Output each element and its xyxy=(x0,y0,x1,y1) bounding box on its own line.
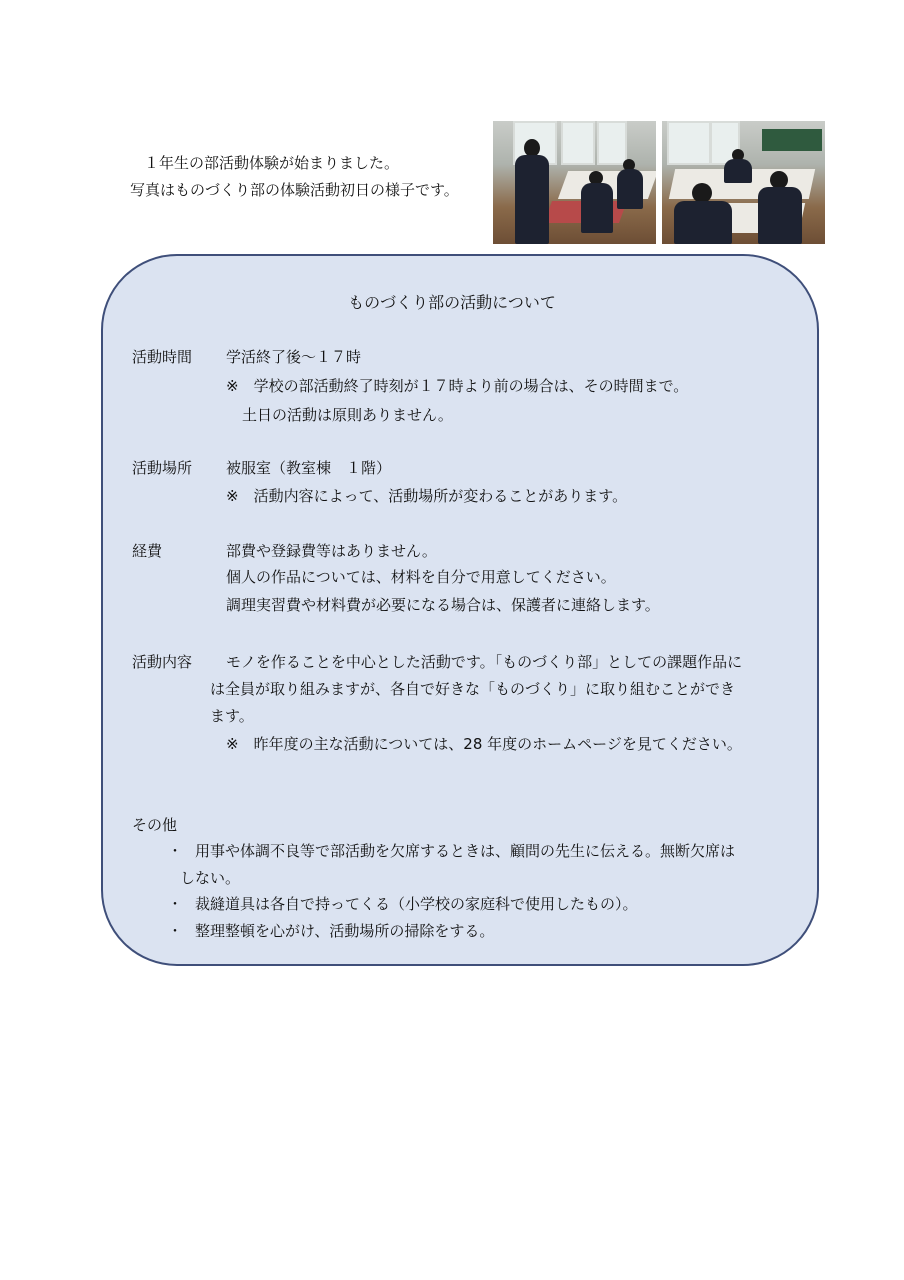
bullet-1: ・ xyxy=(168,844,182,860)
bullet-2: ・ xyxy=(168,897,182,913)
activity-content-line-2: は全員が取り組みますが、各自で好きな「ものづくり」に取り組むことができ xyxy=(210,680,736,698)
label-other: その他 xyxy=(132,816,178,834)
label-activity-time: 活動時間 xyxy=(132,348,193,366)
box-title: ものづくり部の活動について xyxy=(348,293,556,312)
club-photo-1 xyxy=(493,121,656,244)
activity-content-note: ※ 昨年度の主な活動については、28 年度のホームページを見てください。 xyxy=(226,735,742,753)
label-activity-place: 活動場所 xyxy=(132,459,193,477)
activity-time-note-1: ※ 学校の部活動終了時刻が１７時より前の場合は、その時間まで。 xyxy=(226,377,689,395)
intro-line-2: 写真はものづくり部の体験活動初日の様子です。 xyxy=(130,181,459,199)
label-activity-content: 活動内容 xyxy=(132,653,193,671)
other-item-3: 整理整頓を心がけ、活動場所の掃除をする。 xyxy=(195,922,495,940)
activity-content-line-3: ます。 xyxy=(210,707,254,725)
cost-line-2: 個人の作品については、材料を自分で用意してください。 xyxy=(226,568,616,586)
activity-time-main: 学活終了後～１７時 xyxy=(226,348,362,366)
cost-line-3: 調理実習費や材料費が必要になる場合は、保護者に連絡します。 xyxy=(226,596,660,614)
club-photo-2 xyxy=(662,121,825,244)
other-item-1-line-1: 用事や体調不良等で部活動を欠席するときは、顧問の先生に伝える。無断欠席は xyxy=(195,842,736,860)
cost-line-1: 部費や登録費等はありません。 xyxy=(226,542,437,560)
other-item-1-line-2: しない。 xyxy=(180,869,241,887)
label-cost: 経費 xyxy=(132,542,163,560)
bullet-3: ・ xyxy=(168,924,182,940)
activity-place-note: ※ 活動内容によって、活動場所が変わることがあります。 xyxy=(226,487,628,505)
intro-line-1: １年生の部活動体験が始まりました。 xyxy=(144,154,400,172)
activity-content-line-1: モノを作ることを中心とした活動です。「ものづくり部」としての課題作品に xyxy=(226,653,743,671)
other-item-2: 裁縫道具は各自で持ってくる（小学校の家庭科で使用したもの）。 xyxy=(195,895,638,913)
intro-text xyxy=(130,150,459,204)
activity-place-main: 被服室（教室棟 １階） xyxy=(226,459,392,477)
activity-time-note-2: 土日の活動は原則ありません。 xyxy=(242,406,453,424)
